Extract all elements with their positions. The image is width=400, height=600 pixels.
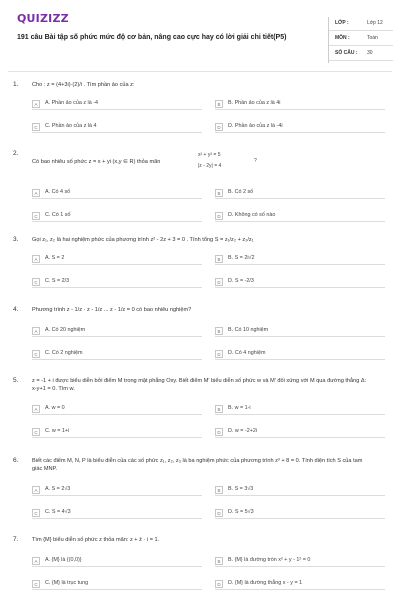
question-stem: Tìm {M} biểu diễn số phức z thỏa mãn: z + z̄ · i = 1. <box>32 537 160 543</box>
option-letter: B <box>215 486 223 494</box>
meta-value: 30 <box>367 50 373 56</box>
option-text: A. w = 0 <box>45 405 65 411</box>
question-number: 4. <box>13 306 19 313</box>
answer-option-c[interactable] <box>32 211 202 222</box>
answer-option-a[interactable] <box>32 99 202 110</box>
answer-option-b[interactable] <box>215 99 385 110</box>
meta-row-count <box>329 47 393 61</box>
option-text: B. Phần ảo của z là 4i <box>228 100 281 106</box>
option-text: A. Phần ảo của z là -4 <box>45 100 99 106</box>
answer-option-a[interactable] <box>32 404 202 415</box>
question-stem: Biết các điểm M, N, P là biểu diễn của các số phức z₁, z₂, z₃ là ba nghiệm phức của phương trình z³ + 8 = 0. Tính diện tích S của tam giác MNP. <box>32 458 363 472</box>
meta-value: Lớp 12 <box>367 20 383 26</box>
header-divider <box>8 71 392 72</box>
option-text: B. {M} là đường tròn x² + y - 1² = 0 <box>228 557 311 563</box>
question-stem: z = -1 + i được biểu diễn bởi điểm M trong mặt phẳng Oxy. Biết điểm M' biểu diễn số phức w và M' đối xứng với M qua đường thẳng Δ: x-y+1 = 0. Tìm w. <box>32 378 367 392</box>
question-number: 6. <box>13 457 19 464</box>
option-letter: D <box>215 212 223 220</box>
option-letter: D <box>215 509 223 517</box>
question-stem: Có bao nhiêu số phức z = x + yi (x,y ∈ R) thỏa mãn <box>32 159 161 165</box>
option-text: A. Có 20 nghiệm <box>45 327 86 333</box>
option-text: C. Có 2 nghiệm <box>45 350 83 356</box>
meta-row-subject <box>329 32 393 46</box>
question-stem: Cho : z = (4+3i)·(2)/i . Tìm phần ảo của z: <box>32 82 135 88</box>
meta-box <box>328 17 392 63</box>
option-text: C. Phần ảo của z là 4 <box>45 123 97 129</box>
answer-option-c[interactable] <box>32 277 202 288</box>
question-number: 1. <box>13 81 19 88</box>
option-text: A. Có 4 số <box>45 189 71 195</box>
option-letter: C <box>32 580 40 588</box>
option-letter: D <box>215 350 223 358</box>
answer-option-b[interactable] <box>215 188 385 199</box>
meta-row-class <box>329 17 393 31</box>
option-letter: A <box>32 189 40 197</box>
option-text: B. Có 10 nghiệm <box>228 327 269 333</box>
option-text: B. Có 2 số <box>228 189 254 195</box>
option-text: B. S = 2i√2 <box>228 255 255 261</box>
option-letter: A <box>32 100 40 108</box>
option-text: D. w = -2+2i <box>228 428 258 434</box>
system-line-1: x² + y² = 5 <box>198 152 221 158</box>
question-number: 5. <box>13 377 19 384</box>
answer-option-d[interactable] <box>215 579 385 590</box>
answer-option-c[interactable] <box>32 122 202 133</box>
option-letter: C <box>32 212 40 220</box>
quizizz-logo: QUIZIZZ <box>17 12 69 25</box>
option-letter: A <box>32 557 40 565</box>
meta-label: LỚP : <box>335 20 349 26</box>
meta-label: SỐ CÂU : <box>335 50 358 56</box>
worksheet <box>8 7 392 597</box>
option-letter: A <box>32 327 40 335</box>
option-letter: D <box>215 428 223 436</box>
option-text: C. S = 4√3 <box>45 509 71 515</box>
answer-option-d[interactable] <box>215 211 385 222</box>
option-letter: C <box>32 428 40 436</box>
option-letter: D <box>215 580 223 588</box>
question-number: 7. <box>13 536 19 543</box>
option-text: C. Có 1 số <box>45 212 71 218</box>
option-text: D. {M} là đường thẳng x - y = 1 <box>228 580 303 586</box>
option-letter: A <box>32 405 40 413</box>
option-letter: B <box>215 557 223 565</box>
meta-value: Toán <box>367 35 378 41</box>
option-letter: B <box>215 327 223 335</box>
option-text: C. w = 1+i <box>45 428 70 434</box>
option-text: B. S = 3√3 <box>228 486 254 492</box>
answer-option-a[interactable] <box>32 556 202 567</box>
answer-option-d[interactable] <box>215 349 385 360</box>
answer-option-c[interactable] <box>32 508 202 519</box>
option-letter: B <box>215 189 223 197</box>
option-text: A. S = 2 <box>45 255 65 261</box>
page-title: 191 câu Bài tập số phức mức độ cơ bản, nâng cao cực hay có lời giải chi tiết(P5) <box>17 34 287 41</box>
answer-option-d[interactable] <box>215 277 385 288</box>
answer-option-d[interactable] <box>215 122 385 133</box>
answer-option-d[interactable] <box>215 427 385 438</box>
option-letter: C <box>32 123 40 131</box>
option-letter: B <box>215 405 223 413</box>
answer-option-b[interactable] <box>215 485 385 496</box>
option-letter: A <box>32 486 40 494</box>
answer-option-b[interactable] <box>215 326 385 337</box>
option-letter: D <box>215 123 223 131</box>
option-letter: C <box>32 350 40 358</box>
answer-option-a[interactable] <box>32 326 202 337</box>
option-text: D. S = 5√3 <box>228 509 254 515</box>
option-letter: C <box>32 509 40 517</box>
answer-option-b[interactable] <box>215 254 385 265</box>
answer-option-b[interactable] <box>215 404 385 415</box>
answer-option-d[interactable] <box>215 508 385 519</box>
option-text: A. {M} là {(0,0)} <box>45 557 82 563</box>
option-text: C. {M} là trục tung <box>45 580 89 586</box>
answer-option-c[interactable] <box>32 427 202 438</box>
option-text: B. w = 1-i <box>228 405 251 411</box>
option-text: A. S = 2√3 <box>45 486 71 492</box>
answer-option-a[interactable] <box>32 188 202 199</box>
option-text: D. Có 4 nghiệm <box>228 350 266 356</box>
option-text: C. S = 2/3 <box>45 278 70 284</box>
question-number: 3. <box>13 236 19 243</box>
answer-option-a[interactable] <box>32 485 202 496</box>
option-letter: C <box>32 278 40 286</box>
answer-option-b[interactable] <box>215 556 385 567</box>
option-text: D. Không có số nào <box>228 212 276 218</box>
option-text: D. Phần ảo của z là -4i <box>228 123 283 129</box>
option-letter: A <box>32 255 40 263</box>
answer-option-c[interactable] <box>32 579 202 590</box>
option-text: D. S = -2/3 <box>228 278 254 284</box>
question-number: 2. <box>13 150 19 157</box>
answer-option-c[interactable] <box>32 349 202 360</box>
option-letter: B <box>215 100 223 108</box>
option-letter: B <box>215 255 223 263</box>
answer-option-a[interactable] <box>32 254 202 265</box>
meta-label: MÔN : <box>335 35 350 41</box>
system-line-2: |z - 2y| = 4 <box>198 163 222 169</box>
system-end: ? <box>254 158 257 164</box>
question-stem: Gọi z₁, z₂ là hai nghiệm phức của phương trình z² - 2z + 3 = 0 . Tính tổng S = z₁/z₂ + z₂/z₁ <box>32 237 254 243</box>
question-stem: Phương trình z - 1/z · z - 1/z ... z - 1/z = 0 có bao nhiêu nghiệm? <box>32 307 192 313</box>
option-letter: D <box>215 278 223 286</box>
